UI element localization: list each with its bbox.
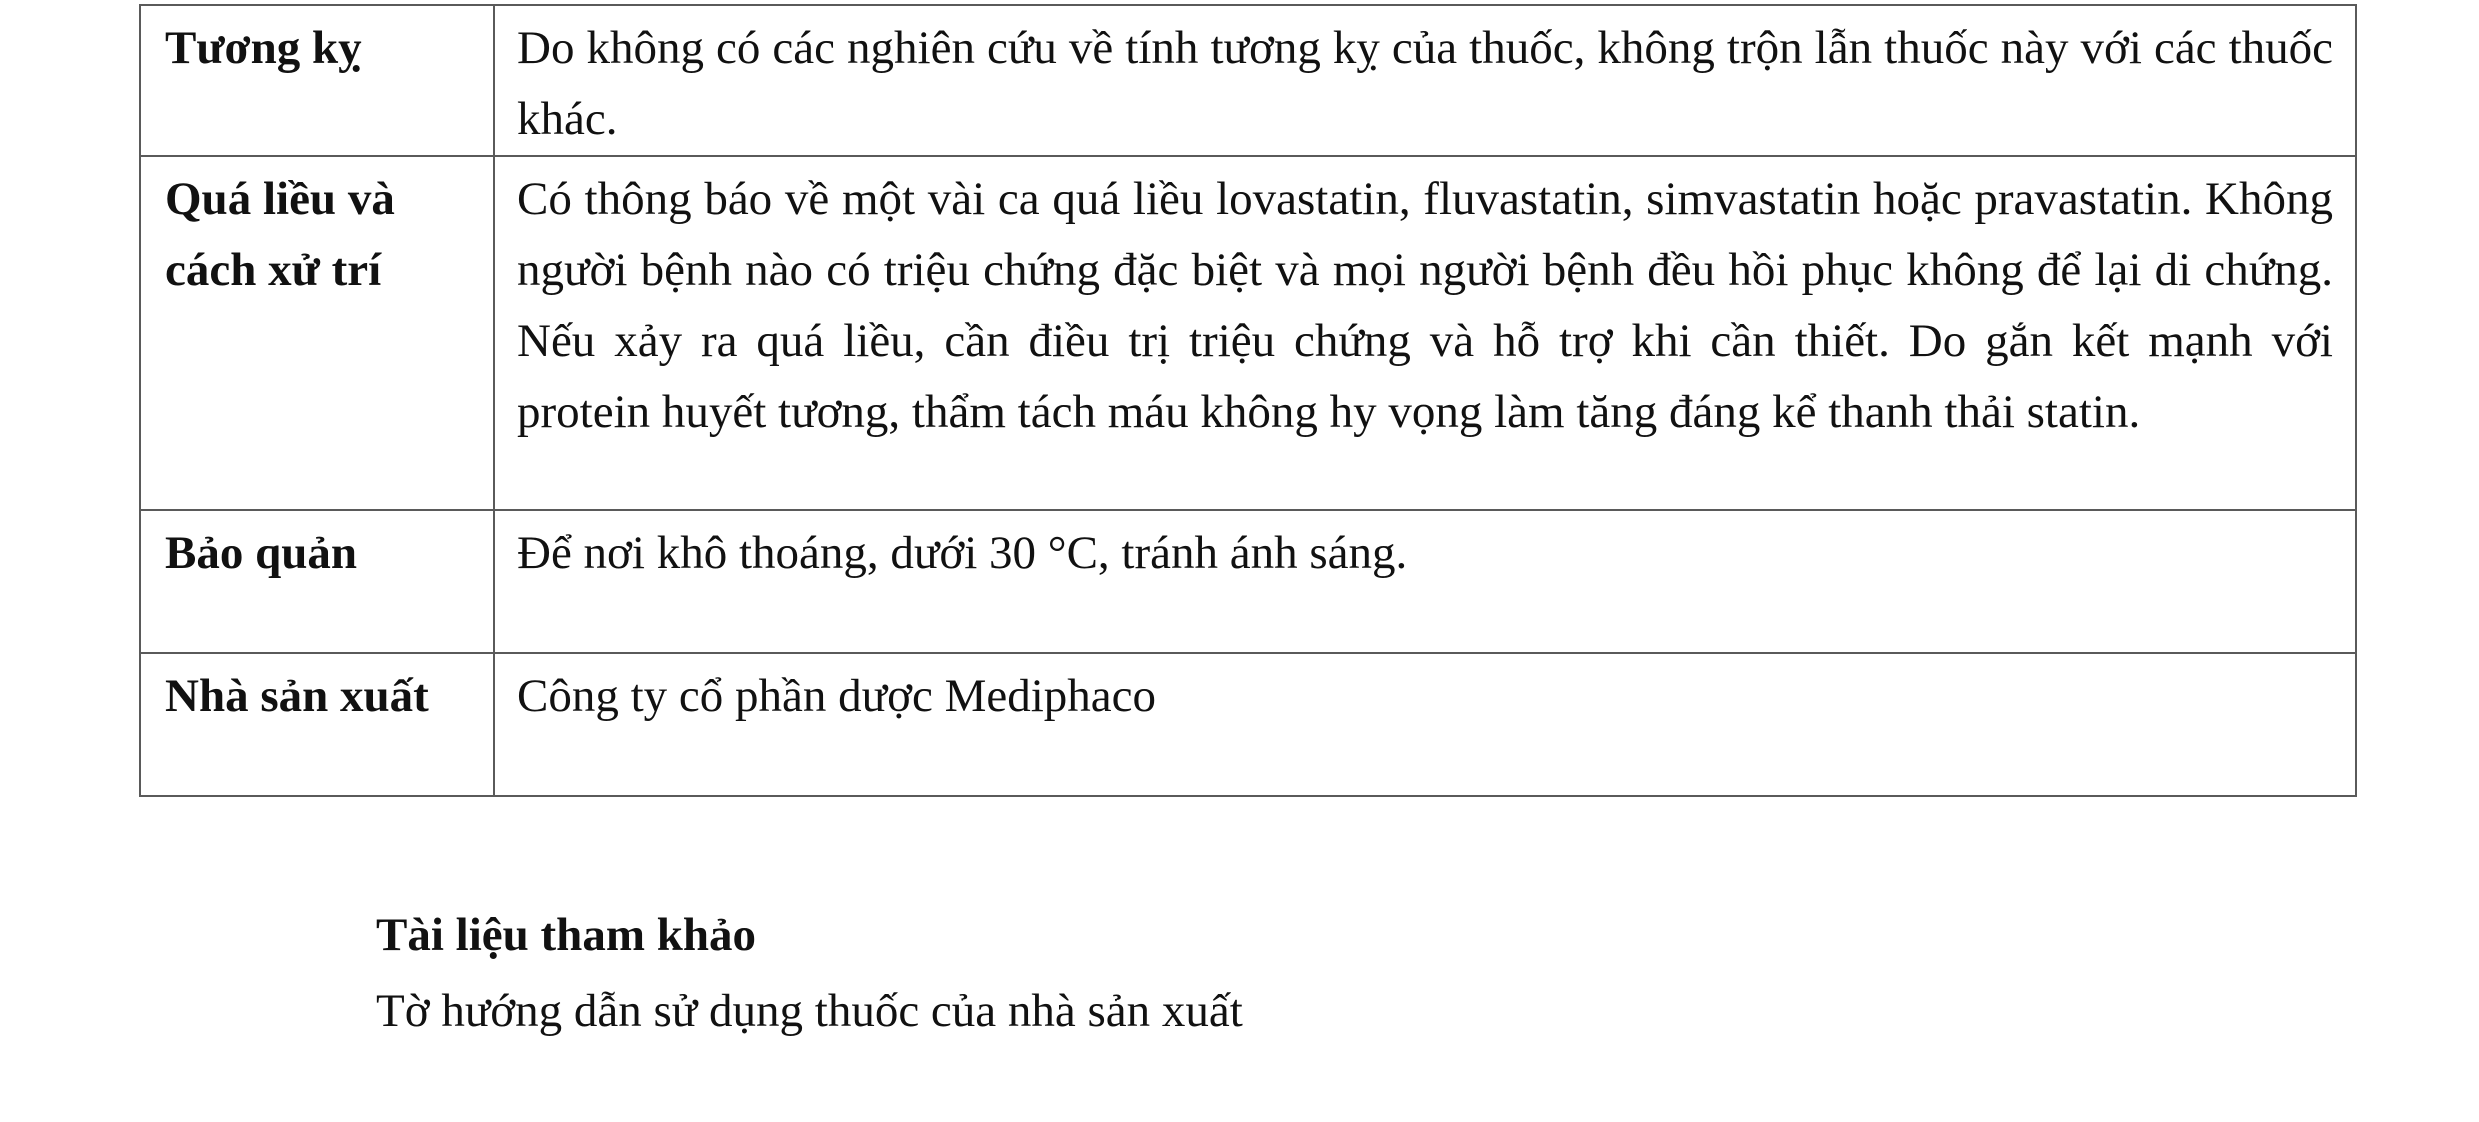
row-label-manufacturer: Nhà sản xuất xyxy=(140,653,494,796)
table-row-storage xyxy=(140,510,2356,653)
row-label-incompatibility: Tương kỵ xyxy=(140,5,494,156)
row-content-storage: Để nơi khô thoáng, dưới 30 °C, tránh ánh sáng. xyxy=(494,510,2356,653)
row-content-incompatibility: Do không có các nghiên cứu về tính tương kỵ của thuốc, không trộn lẫn thuốc này với các thuốc khác. xyxy=(494,5,2356,156)
table-row-manufacturer xyxy=(140,653,2356,796)
references-section xyxy=(376,897,1243,1049)
row-label-storage: Bảo quản xyxy=(140,510,494,653)
table-row-overdose xyxy=(140,156,2356,510)
row-content-manufacturer: Công ty cổ phần dược Mediphaco xyxy=(494,653,2356,796)
references-title: Tài liệu tham khảo xyxy=(376,909,756,961)
row-label-overdose: Quá liều và cách xử trí xyxy=(140,156,494,510)
table-row-incompatibility xyxy=(140,5,2356,156)
row-content-overdose: Có thông báo về một vài ca quá liều lovastatin, fluvastatin, simvastatin hoặc pravastatin. Không người bệnh nào có triệu chứng đặc biệt và mọi người bệnh đều hồi phục không để lại di chứng. Nếu xảy ra quá liều, cần điều trị triệu chứng và hỗ trợ khi cần thiết. Do gắn kết mạnh với protein huyết tương, thẩm tách máu không hy vọng làm tăng đáng kể thanh thải statin. xyxy=(494,156,2356,510)
drug-info-table xyxy=(139,4,2357,797)
references-text: Tờ hướng dẫn sử dụng thuốc của nhà sản xuất xyxy=(376,985,1243,1037)
